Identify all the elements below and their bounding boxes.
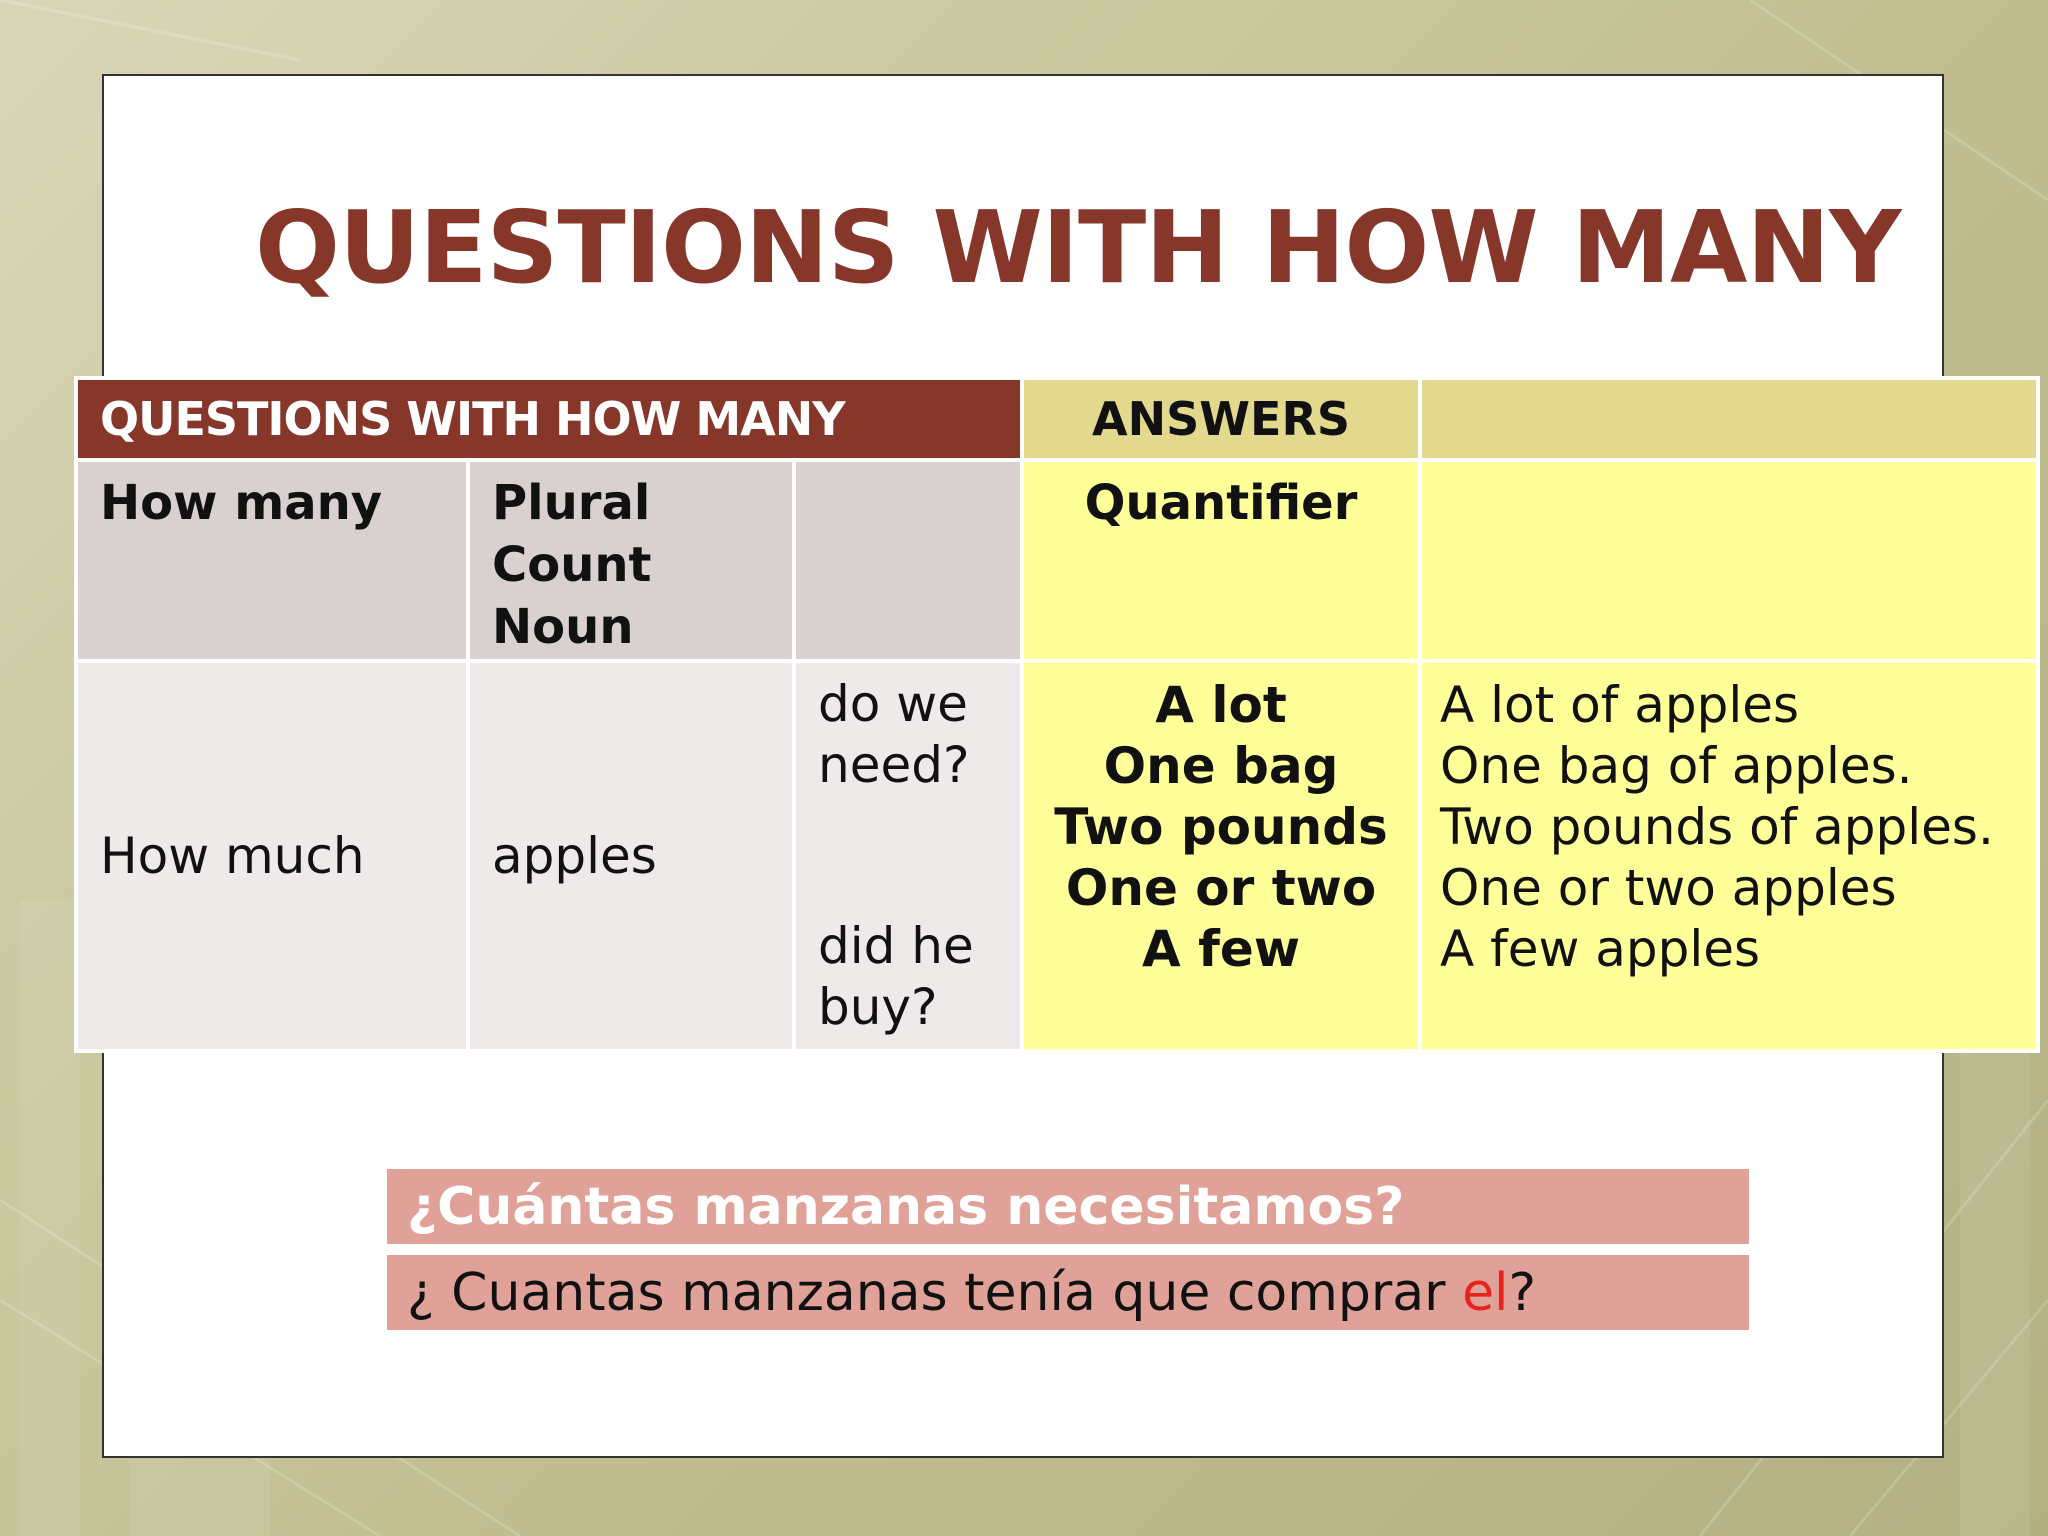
cell-apples: apples: [468, 661, 794, 1051]
question-need: [818, 674, 970, 796]
cell-answers: [1420, 661, 2038, 1051]
answer-item: Two pounds of apples.: [1440, 798, 1994, 856]
question-line: buy?: [818, 978, 938, 1036]
answer-item: One or two apples: [1440, 859, 1897, 917]
answer-item: A lot of apples: [1440, 676, 1800, 734]
question-buy: [818, 916, 974, 1038]
quantifier-item: One bag: [1103, 737, 1339, 795]
subheader-line: Count: [492, 537, 652, 593]
spanish-question-1: ¿Cuántas manzanas necesitamos?: [387, 1166, 1749, 1244]
subheader-line: Plural: [492, 475, 651, 531]
cell-how-much: How much: [76, 661, 468, 1051]
spanish-highlight-word: el: [1462, 1263, 1509, 1323]
quantifier-item: Two pounds: [1054, 798, 1388, 856]
spanish-question-2-text: ¿ Cuantas manzanas tenía que comprar: [407, 1263, 1463, 1323]
question-line: need?: [818, 736, 970, 794]
header-answers: ANSWERS: [1022, 378, 1420, 460]
slide-title: QUESTIONS WITH HOW MANY: [255, 189, 1901, 306]
question-line: did he: [818, 917, 974, 975]
quantifier-item: One or two: [1065, 859, 1377, 917]
subheader-quantifier: Quantifier: [1022, 460, 1420, 661]
subheader-plural-count-noun: [468, 460, 794, 661]
question-line: do we: [818, 675, 968, 733]
answer-item: A few apples: [1440, 920, 1761, 978]
header-extra: [1420, 378, 2038, 460]
cell-quantifiers: [1022, 661, 1420, 1051]
quantifier-item: A few: [1142, 920, 1301, 978]
answer-item: One bag of apples.: [1440, 737, 1913, 795]
table-subheader-row: [76, 460, 2038, 661]
subheader-how-many: How many: [76, 460, 468, 661]
header-questions: QUESTIONS WITH HOW MANY: [76, 378, 1022, 460]
table-body-row: [76, 661, 2038, 1051]
subheader-empty-yellow: [1420, 460, 2038, 661]
table-header-row: [76, 378, 2038, 460]
quantifier-item: A lot: [1155, 676, 1287, 734]
subheader-line: Noun: [492, 599, 634, 655]
subheader-empty: [794, 460, 1022, 661]
grammar-table: [74, 376, 2040, 1053]
spanish-question-2-end: ?: [1508, 1263, 1537, 1323]
cell-question-verbs: [794, 661, 1022, 1051]
spanish-question-2: [387, 1252, 1749, 1330]
